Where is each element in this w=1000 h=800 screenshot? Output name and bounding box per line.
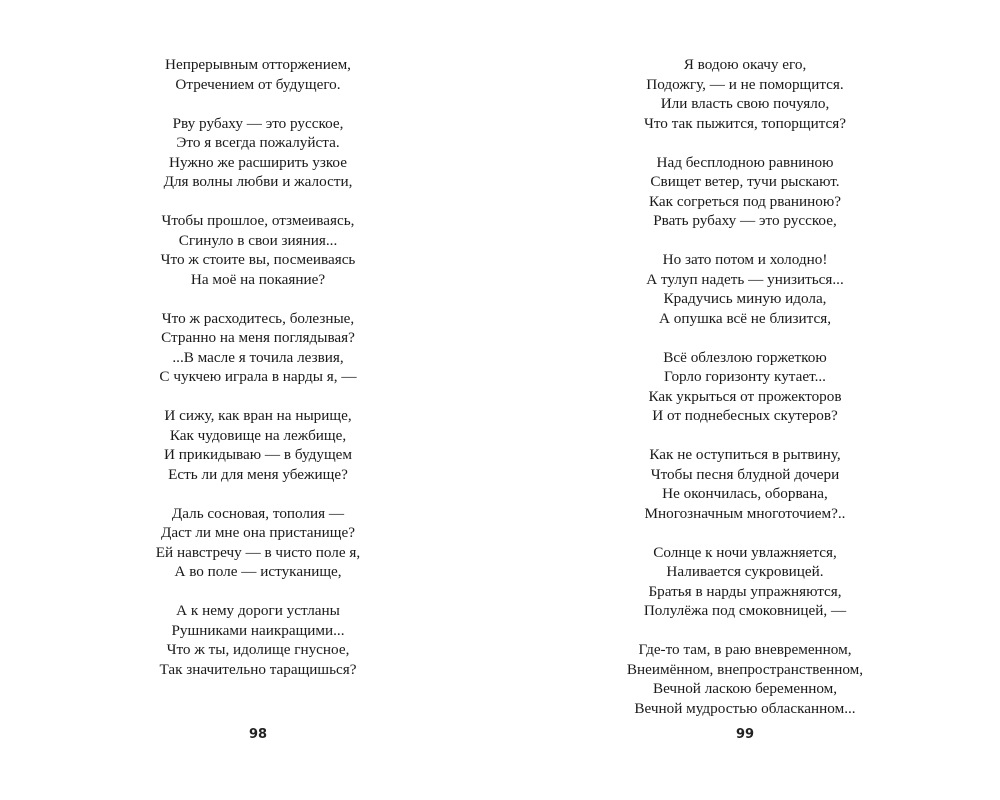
stanza <box>48 406 468 484</box>
poem-line: Рвать рубаху — это русское, <box>653 212 837 229</box>
poem-line: Чтобы прошлое, отзмеиваясь, <box>161 212 355 229</box>
poem-line: Что ж ты, идолище гнусное, <box>166 641 350 658</box>
poem-line: А во поле — истуканище, <box>174 563 342 580</box>
stanza <box>535 348 955 426</box>
poem-line: Внеимённом, внепространственном, <box>626 660 864 678</box>
poem-line: А тулуп надеть — унизиться... <box>646 270 844 288</box>
poem-line: И сижу, как вран на нырище, <box>164 407 352 424</box>
stanza <box>48 504 468 582</box>
poem-line: И прикидываю — в будущем <box>163 446 352 463</box>
poem-line: Даст ли мне она пристанище? <box>161 524 355 541</box>
poem-line: Сгинуло в свои зияния... <box>178 231 338 249</box>
poem-line: Что ж стоите вы, посмеиваясь <box>160 251 356 268</box>
poem-line: С чукчею играла в нарды я, — <box>159 368 357 385</box>
stanza <box>48 55 468 94</box>
right-page <box>535 55 955 738</box>
poem-line: Для волны любви и жалости, <box>163 173 353 190</box>
poem-line: Так значительно таращишься? <box>159 660 357 678</box>
poem-line: Подожгу, — и не поморщится. <box>646 75 844 93</box>
poem-line: На моё на покаяние? <box>190 270 326 288</box>
stanza <box>48 211 468 289</box>
poem-line: Есть ли для меня убежище? <box>168 465 348 483</box>
poem-line: Нужно же расширить узкое <box>169 153 347 171</box>
poem-line: Вечной мудростью обласканном... <box>634 699 856 717</box>
stanza <box>48 601 468 679</box>
poem-line: Но зато потом и холодно! <box>662 251 828 268</box>
poem-line: Над бесплодною равниною <box>656 153 834 171</box>
poem-line: Крадучись миную идола, <box>663 290 827 307</box>
poem-line: Даль сосновая, тополия — <box>171 504 345 522</box>
poem-line: Это я всегда пожалуйста. <box>176 134 340 151</box>
poem-line: Рушниками наикращими... <box>171 621 345 639</box>
poem-line: Свищет ветер, тучи рыскают. <box>650 173 840 190</box>
poem-line: Всё облезлою горжеткою <box>663 348 827 366</box>
poem-line: Или власть свою почуяло, <box>660 95 830 112</box>
left-page <box>48 55 468 699</box>
poem-line: И от поднебесных скутеров? <box>652 407 838 424</box>
poem-line: Что ж расходитесь, болезные, <box>161 309 355 327</box>
poem-line: Что так пыжится, топорщится? <box>644 114 846 132</box>
poem-line: ...В масле я точила лезвия, <box>172 348 344 366</box>
poem-line: Наливается сукровицей. <box>666 563 824 580</box>
stanza <box>535 250 955 328</box>
stanza <box>535 445 955 523</box>
poem-line: Горло горизонту кутает... <box>664 368 826 385</box>
poem-line: Не окончилась, оборвана, <box>662 485 828 502</box>
poem-line: Солнце к ночи увлажняется, <box>653 543 837 561</box>
poem-line: А к нему дороги устланы <box>176 602 340 619</box>
stanza <box>48 114 468 192</box>
poem-line: Как укрыться от прожекторов <box>648 387 842 405</box>
poem-line: Непрерывным отторжением, <box>165 56 351 73</box>
poem-line: Братья в нарды упражняются, <box>648 582 842 600</box>
poem-line: Где-то там, в раю вневременном, <box>638 641 852 658</box>
stanza <box>535 543 955 621</box>
poem-line: Вечной ласкою беременном, <box>652 680 838 697</box>
poem-line: Как не оступиться в рытвину, <box>649 446 841 463</box>
page-number-right: 99 <box>735 727 755 742</box>
poem-line: Отречением от будущего. <box>175 75 341 93</box>
stanza <box>48 309 468 387</box>
poem-line: Полулёжа под смоковницей, — <box>643 602 847 619</box>
stanza <box>535 55 955 133</box>
poem-line: Я водою окачу его, <box>683 56 807 73</box>
poem-line: Как чудовище на лежбище, <box>169 426 347 444</box>
poem-line: Странно на меня поглядывая? <box>161 329 355 346</box>
poem-line: Многозначным многоточием?.. <box>644 504 846 522</box>
poem-line: Ей навстречу — в чисто поле я, <box>155 543 361 561</box>
stanza <box>535 153 955 231</box>
page-number-left: 98 <box>248 727 268 742</box>
poem-line: А опушка всё не близится, <box>658 309 832 327</box>
stanza <box>535 640 955 718</box>
poem-line: Чтобы песня блудной дочери <box>650 465 840 483</box>
poem-line: Рву рубаху — это русское, <box>172 114 344 132</box>
poem-line: Как согреться под рваниною? <box>648 192 841 210</box>
